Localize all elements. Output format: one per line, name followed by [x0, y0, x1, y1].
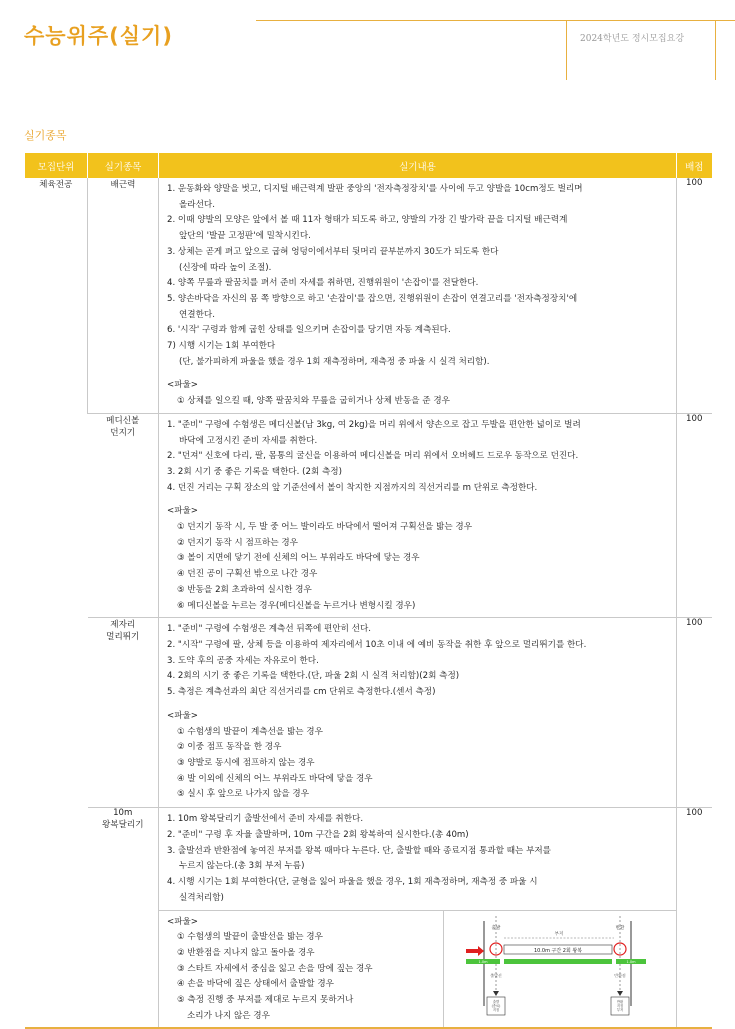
- header-divider-left: [566, 20, 567, 80]
- score-cell: 100: [677, 178, 712, 413]
- content-line: 누르지 않는다.(총 3회 부저 누름): [179, 861, 305, 872]
- content-line: ⑤ 실시 후 앞으로 나가지 않을 경우: [177, 789, 310, 800]
- content-line: ② 반환점을 지나지 않고 돌아올 경우: [177, 947, 315, 958]
- item-label: 메디신볼 던지기: [106, 415, 140, 438]
- unit-cell: 체육전공: [25, 178, 88, 1028]
- content-line: 연결한다.: [179, 309, 215, 320]
- content-line: <파울>: [167, 506, 199, 517]
- header-divider-right: [715, 20, 716, 80]
- content-line: 6. '시작' 구령과 함께 굽힌 상태를 일으키며 손잡이를 당기면 자동 계측된다.: [167, 325, 451, 336]
- section-label: 10.0m 구간 2회 왕복: [533, 947, 583, 954]
- header-content: 실기내용: [159, 153, 677, 178]
- content-lines: [159, 808, 676, 909]
- buzzer-label: 부저: [554, 931, 564, 937]
- turn-vertical-label: 반환점: [614, 972, 626, 978]
- content-line: 3. 도약 후의 공중 자세는 자유로이 한다.: [167, 655, 319, 666]
- right-distance-label: 1.0m: [626, 959, 636, 964]
- content-line: ② 이중 점프 동작을 한 경우: [177, 742, 282, 753]
- item-cell: [88, 413, 159, 617]
- item-cell: 배근력: [88, 178, 159, 413]
- content-line: 2. 이때 양발의 모양은 앞에서 볼 때 11자 형태가 되도록 하고, 양발의 가장 긴 발가락 끝을 디지털 배근력계: [167, 215, 568, 226]
- content-line: 올라선다.: [179, 199, 215, 210]
- content-line: 3. 출발선과 반환점에 놓여진 부저를 왕복 때마다 누른다. 단, 출발할 때와 종료지점 통과할 때는 부저를: [167, 845, 551, 856]
- content-line: 3. 2회 시기 중 좋은 기록을 택한다. (2회 측정): [167, 466, 342, 477]
- content-line: [167, 370, 670, 378]
- foul-and-diagram: [159, 910, 676, 1028]
- start-down-arrow-icon: [493, 991, 499, 996]
- content-line: (신장에 따라 높이 조절).: [179, 262, 272, 273]
- content-line: ① 상체를 일으킬 때, 양쪽 팔꿈치와 무릎을 굽히거나 상체 반동을 준 경우: [177, 396, 450, 407]
- score-cell: 100: [677, 618, 712, 808]
- shuttle-run-diagram: [444, 911, 682, 1019]
- left-distance-label: 1.0m: [478, 959, 488, 964]
- content-line: ② 던지기 동작 시 점프하는 경우: [177, 537, 298, 548]
- content-line: ⑤ 반동을 2회 초과하여 실시한 경우: [177, 584, 312, 595]
- header-rule: [256, 20, 735, 21]
- content-line: 4. 던진 거리는 구획 장소의 앞 기준선에서 볼이 착지한 지점까지의 직선거리를 m 단위로 측정한다.: [167, 482, 538, 493]
- practical-exam-table: [24, 153, 712, 1029]
- content-lines: [159, 178, 676, 413]
- content-line: 실격처리함): [179, 892, 224, 903]
- item-cell: [88, 618, 159, 808]
- content-line: 소리가 나지 않은 경우: [187, 1010, 270, 1021]
- middle-distance-bar: [504, 959, 612, 964]
- content-line: 4. 양쪽 무릎과 팔꿈치를 펴서 준비 자세를 취하면, 진행위원이 '손잡이'를 전달한다.: [167, 278, 479, 289]
- content-line: ④ 발 이외에 신체의 어느 부위라도 바닥에 닿을 경우: [177, 773, 373, 784]
- content-line: 3. 상체는 곧게 펴고 앞으로 굽혀 엉덩이에서부터 뒷머리 끝부분까지 30도가 되도록 한다: [167, 246, 499, 257]
- table-row: [25, 413, 712, 617]
- table-row: [25, 618, 712, 808]
- content-cell: [159, 413, 677, 617]
- start-point-label: 출발 (종료) 지점: [491, 999, 501, 1012]
- item-label: 제자리 멀리뛰기: [106, 620, 140, 643]
- item-label: 10m 왕복달리기: [101, 808, 144, 831]
- content-line: 1. "준비" 구령에 수험생은 메디신볼(남 3kg, 여 2kg)을 머리 위에서 양손으로 잡고 두발을 편안한 넓이로 벌려: [167, 419, 581, 430]
- turn-down-arrow-icon: [617, 991, 623, 996]
- content-line: ④ 손을 바닥에 짚은 상태에서 출발할 경우: [177, 979, 334, 990]
- content-line: 4. 2회의 시기 중 좋은 기록을 택한다.(단, 파울 2회 시 실격 처리함)(2회 측정): [167, 671, 460, 682]
- content-line: 5. 측정은 계측선과의 최단 직선거리를 cm 단위로 측정한다.(센서 측정): [167, 687, 436, 698]
- content-line: [167, 496, 670, 504]
- turn-label: 반환: [615, 925, 625, 931]
- shuttle-run-diagram-area: [444, 911, 676, 1028]
- content-line: 2. "준비" 구령 후 자율 출발하며, 10m 구간을 2회 왕복하여 실시한다.(총 40m): [167, 829, 469, 840]
- content-line: 4. 시행 시기는 1회 부여한다(단, 균형을 잃어 파울을 했을 경우, 1회 재측정하며, 재측정 중 파울 시: [167, 877, 538, 888]
- table-header-row: [25, 153, 712, 178]
- content-line: 1. 운동화와 양말을 벗고, 디지털 배근력계 발판 중앙의 '전자측정장치'를 사이에 두고 양발을 10cm정도 벌리며: [167, 184, 583, 194]
- section-title: 실기종목: [24, 129, 67, 142]
- content-line: 5. 양손바닥을 자신의 몸 쪽 방향으로 하고 '손잡이'를 잡으면, 진행위원이 손잡이 연결고리를 '전자측정장치'에: [167, 293, 578, 304]
- content-lines: [159, 618, 676, 806]
- content-line: <파울>: [167, 710, 199, 721]
- content-line: 2. "던져" 신호에 다리, 팔, 몸통의 굴신을 이용하여 메디신볼을 머리 위에서 오버헤드 드로우 동작으로 던진다.: [167, 451, 579, 462]
- table-row: [25, 178, 712, 413]
- page-title: 수능위주(실기): [24, 24, 173, 48]
- content-line: 1. 10m 왕복달리기 출발선에서 준비 자세를 취한다.: [167, 814, 364, 825]
- content-line: 바닥에 고정시킨 준비 자세를 취한다.: [179, 435, 318, 446]
- content-line: ⑥ 메디신볼을 누르는 경우(메디신볼을 누르거나 변형시킬 경우): [177, 600, 416, 611]
- content-line: ③ 스타트 자세에서 중심을 잃고 손을 땅에 짚는 경우: [177, 963, 373, 974]
- runner-arrow-icon: [466, 946, 484, 956]
- content-cell: [159, 178, 677, 413]
- content-line: ① 던지기 동작 시, 두 발 중 어느 발이라도 바닥에서 떨어져 구획선을 밟는 경우: [177, 522, 472, 533]
- score-cell: 100: [677, 808, 712, 1029]
- table-row: [25, 808, 712, 1029]
- start-label: 출발: [491, 925, 501, 931]
- content-line: ③ 볼이 지면에 닿기 전에 신체의 어느 부위라도 바닥에 닿는 경우: [177, 553, 420, 564]
- content-line: ③ 양발로 동시에 점프하지 않는 경우: [177, 757, 315, 768]
- content-line: 앞단의 '발끝 고정판'에 밀착시킨다.: [179, 231, 311, 242]
- item-cell: [88, 808, 159, 1029]
- page-subtitle: 2024학년도 정시모집요강: [580, 34, 685, 44]
- header-score: 배점: [677, 153, 712, 178]
- foul-lines: [159, 911, 444, 1028]
- content-line: (단, 불가피하게 파울을 했을 경우 1회 재측정하며, 재측정 중 파울 시 실격 처리함).: [179, 356, 490, 367]
- header-unit: 모집단위: [25, 153, 88, 178]
- content-lines: [159, 414, 676, 617]
- content-line: 7) 시행 시기는 1회 부여한다: [167, 341, 276, 352]
- content-line: 1. "준비" 구령에 수험생은 계측선 뒤쪽에 편안히 선다.: [167, 624, 371, 635]
- header-item: 실기종목: [88, 153, 159, 178]
- content-cell: [159, 618, 677, 808]
- content-cell: [159, 808, 677, 1029]
- content-line: ① 수험생의 발끝이 계측선을 밟는 경우: [177, 726, 323, 737]
- turn-point-label: 반환 지점 부저: [616, 999, 624, 1012]
- content-line: ④ 던진 공이 구획선 밖으로 나간 경우: [177, 569, 318, 580]
- content-line: ⑤ 측정 진행 중 부저를 제대로 누르지 못하거나: [177, 995, 354, 1006]
- content-line: [167, 701, 670, 709]
- content-line: <파울>: [167, 380, 199, 391]
- score-cell: 100: [677, 413, 712, 617]
- content-line: 2. "시작" 구령에 팔, 상체 등을 이용하여 제자리에서 10초 이내 에 예비 동작을 취한 후 앞으로 멀리뛰기를 한다.: [167, 639, 587, 650]
- content-line: <파울>: [167, 916, 199, 927]
- start-vertical-label: 출발선: [490, 972, 502, 978]
- content-line: ① 수험생의 발끝이 출발선을 밟는 경우: [177, 932, 323, 943]
